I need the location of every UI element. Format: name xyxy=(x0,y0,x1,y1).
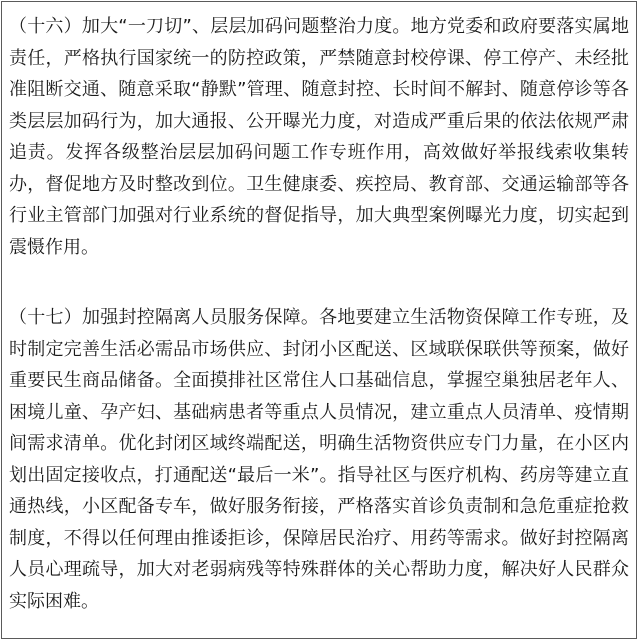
text-line: 办，督促地方及时整改到位。卫生健康委、疾控局、教育部、交通运输部等各 xyxy=(9,173,629,195)
text-line: 划出固定接收点，打通配送“最后一米”。指导社区与医疗机构、药房等建立直 xyxy=(9,464,629,486)
text-line: 通热线，小区配备专车，做好服务衔接，严格落实首诊负责制和急危重症抢救 xyxy=(9,496,629,517)
text-line: 制度，不得以任何理由推诿拒诊，保障居民治疗、用药等需求。做好封控隔离 xyxy=(9,527,629,549)
text-line: 困境儿童、孕产妇、基础病患者等重点人员情况，建立重点人员清单、疫情期 xyxy=(9,401,629,423)
paragraph-seventeen xyxy=(9,302,629,617)
text-line: 类层层加码行为，加大通报、公开曝光力度，对造成严重后果的依法依规严肃 xyxy=(9,110,629,132)
text-line: 时制定完善生活必需品市场供应、封闭小区配送、区域联保联供等预案，做好 xyxy=(9,338,629,360)
text-line: （十六）加大“一刀切”、层层加码问题整治力度。地方党委和政府要落实属地 xyxy=(9,16,629,37)
text-line: 人员心理疏导，加大对老弱病残等特殊群体的关心帮助力度，解决好人民群众 xyxy=(9,559,629,580)
text-line: 准阻断交通、随意采取“静默”管理、随意封控、长时间不解封、随意停诊等各 xyxy=(9,79,629,100)
text-line: 追责。发挥各级整治层层加码问题工作专班作用，高效做好举报线索收集转 xyxy=(9,142,629,163)
text-line: 震慑作用。 xyxy=(9,236,99,258)
text-line: （十七）加强封控隔离人员服务保障。各地要建立生活物资保障工作专班，及 xyxy=(9,307,629,328)
text-line: 间需求清单。优化封闭区域终端配送，明确生活物资供应专门力量，在小区内 xyxy=(9,433,629,454)
text-line: 行业主管部门加强对行业系统的督促指导，加大典型案例曝光力度，切实起到 xyxy=(9,205,629,226)
paragraph-sixteen xyxy=(9,11,629,263)
text-line: 重要民生商品储备。全面摸排社区常住人口基础信息，掌握空巢独居老年人、 xyxy=(9,370,629,391)
text-line: 实际困难。 xyxy=(9,590,99,612)
text-line: 责任，严格执行国家统一的防控政策，严禁随意封校停课、停工停产、未经批 xyxy=(9,47,629,69)
